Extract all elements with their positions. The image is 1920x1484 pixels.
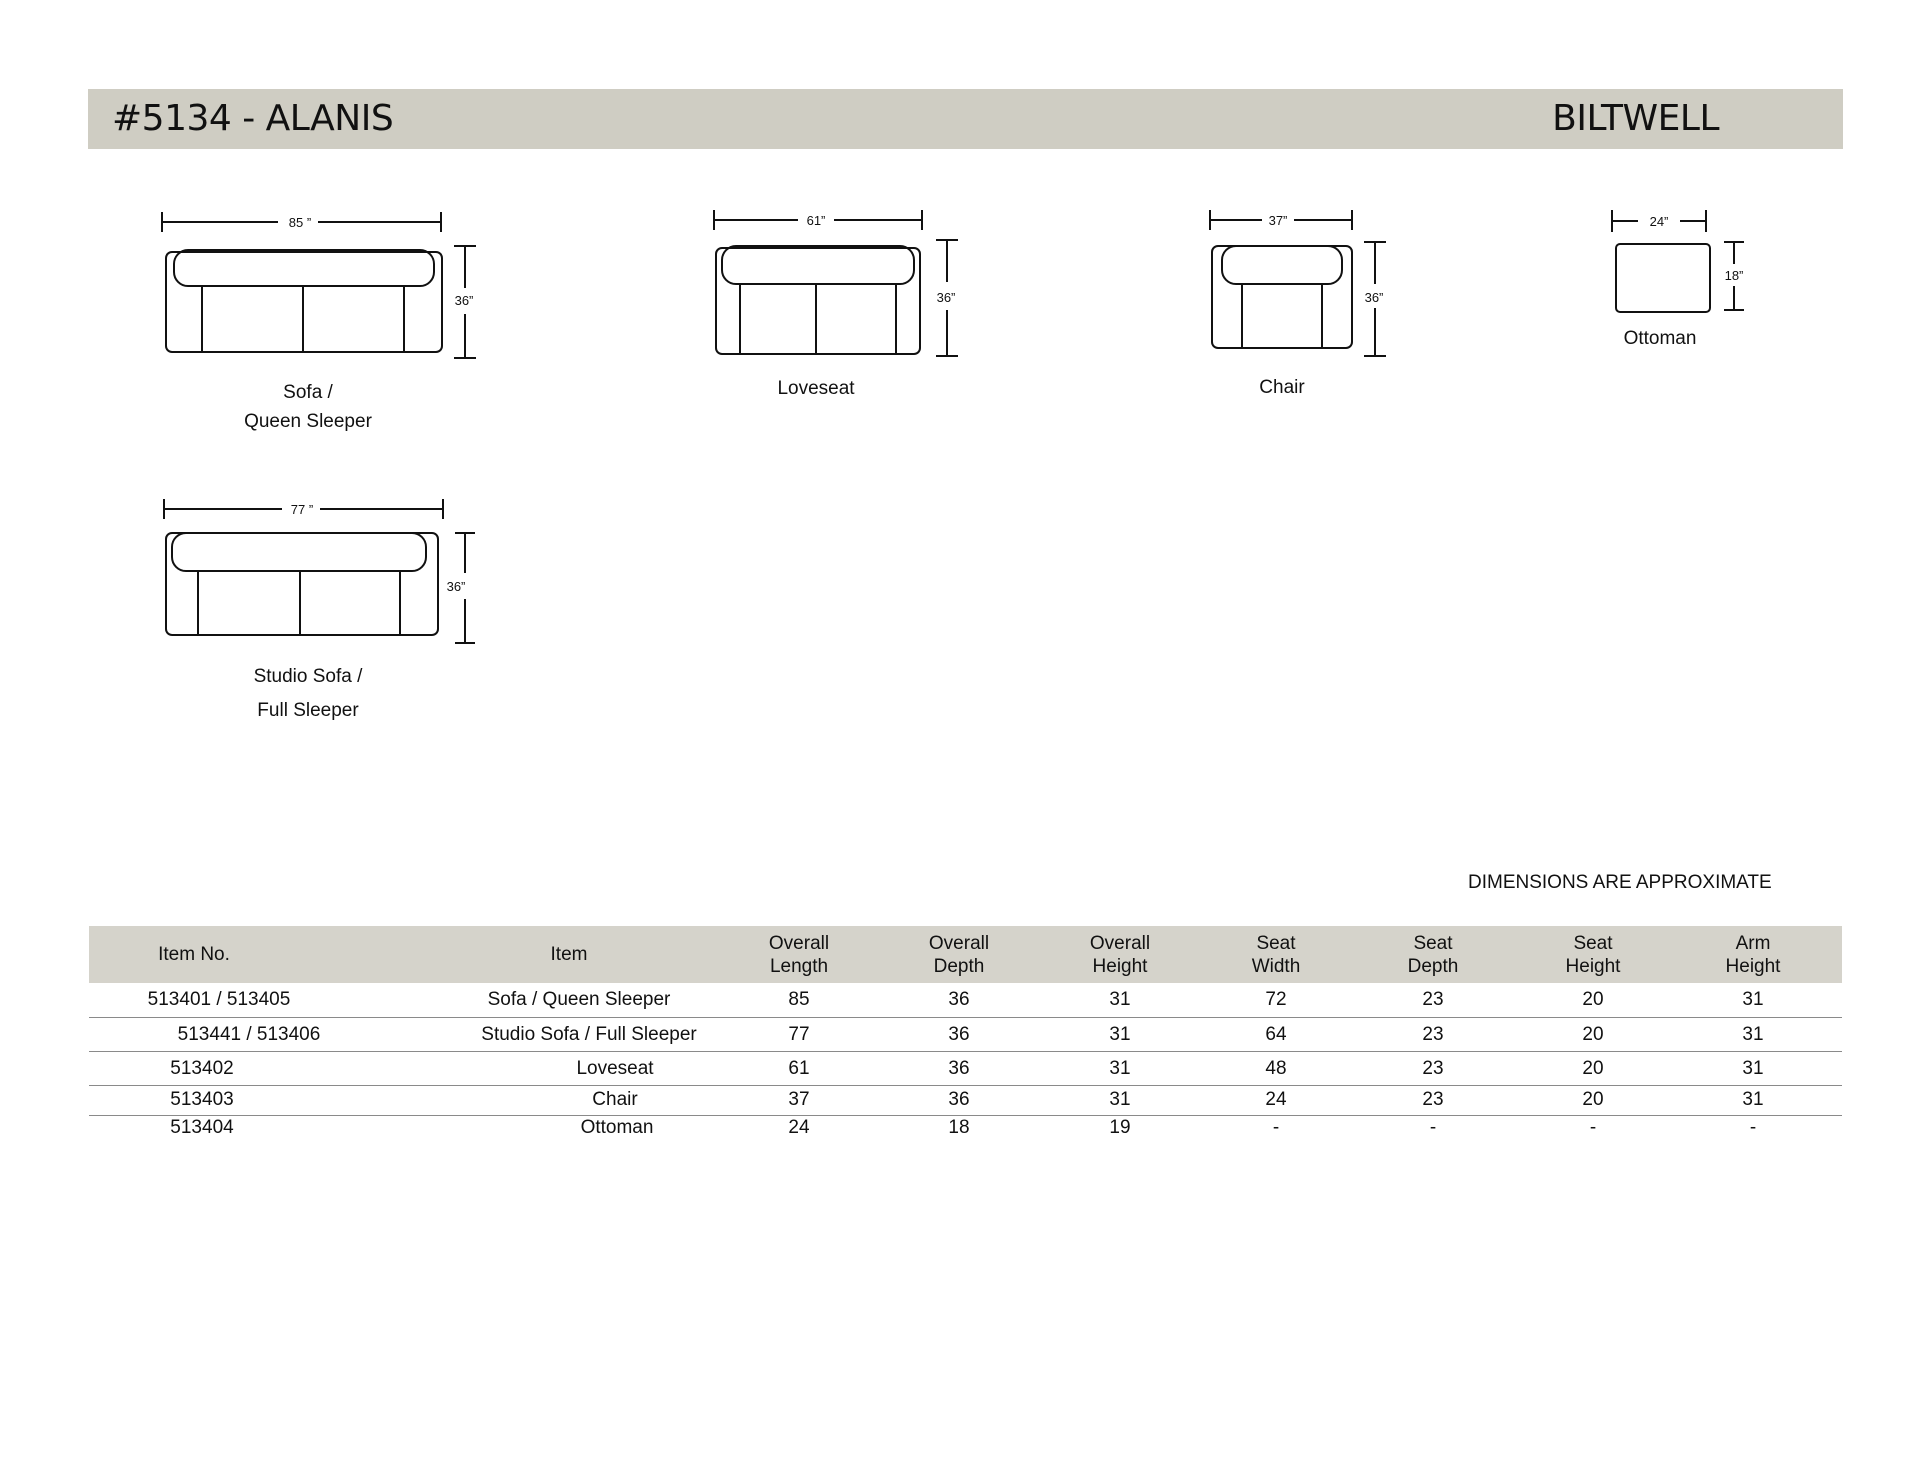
column-header-overall-length: Overall Length (768, 932, 830, 977)
ottoman-caption: Ottoman (1623, 328, 1697, 349)
sofa-width-label: 85 ” (288, 215, 312, 230)
ottoman-drawing (1610, 206, 1750, 316)
loveseat-width-label: 61” (806, 213, 826, 228)
sofa-caption-line2: Queen Sleeper (244, 411, 372, 432)
table-header (89, 926, 1842, 983)
sofa-caption (208, 378, 408, 436)
column-header-seat-depth: Seat Depth (1407, 932, 1459, 977)
studio-sofa-caption-line2: Full Sleeper (257, 700, 359, 721)
chair-drawing (1208, 204, 1398, 364)
sofa-height-label: 36” (454, 293, 474, 308)
loveseat-height-label: 36” (936, 290, 956, 305)
loveseat-drawing (712, 204, 972, 364)
table-row: 513401 / 513405 Sofa / Queen Sleeper 85 36 31 72 23 20 31 (89, 983, 1842, 1018)
studio-sofa-caption (208, 660, 408, 728)
chair-width-label: 37” (1268, 213, 1288, 228)
column-header-seat-height: Seat Height (1565, 932, 1621, 977)
ottoman-width-label: 24” (1649, 214, 1669, 229)
studio-sofa-caption-line1: Studio Sofa / (253, 666, 363, 687)
dimensions-table (89, 926, 1842, 1146)
column-header-arm-height: Arm Height (1725, 932, 1781, 977)
column-header-overall-depth: Overall Depth (928, 932, 990, 977)
ottoman-height-label: 18” (1724, 268, 1744, 283)
sofa-drawing (158, 206, 478, 366)
header-bar (88, 89, 1843, 149)
chair-height-label: 36” (1364, 290, 1384, 305)
dimensions-note: DIMENSIONS ARE APPROXIMATE (1468, 872, 1772, 893)
table-row: 513403 Chair 37 36 31 24 23 20 31 (89, 1086, 1842, 1116)
column-header-item: Item (550, 944, 588, 965)
table-row: 513441 / 513406 Studio Sofa / Full Sleeper 77 36 31 64 23 20 31 (89, 1018, 1842, 1052)
column-header-seat-width: Seat Width (1251, 932, 1301, 977)
studio-sofa-drawing (162, 493, 482, 653)
chair-caption: Chair (1259, 377, 1305, 398)
column-header-item-no: Item No. (158, 944, 230, 965)
brand-name: BILTWELL (1552, 98, 1719, 139)
table-row: 513402 Loveseat 61 36 31 48 23 20 31 (89, 1052, 1842, 1086)
page-title: #5134 - ALANIS (112, 98, 394, 139)
column-header-overall-height: Overall Height (1089, 932, 1151, 977)
table-row: 513404 Ottoman 24 18 19 - - - - (170, 1117, 1757, 1138)
loveseat-caption: Loveseat (777, 378, 855, 399)
sofa-caption-line1: Sofa / (283, 382, 333, 403)
studio-sofa-width-label: 77 ” (290, 502, 314, 517)
studio-sofa-height-label: 36” (446, 579, 466, 594)
